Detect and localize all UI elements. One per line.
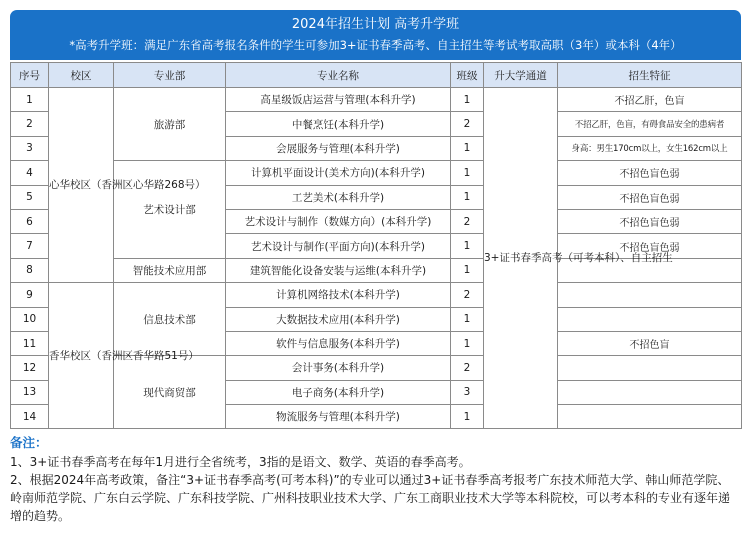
feature-cell	[558, 307, 742, 331]
feature-cell: 身高：男生170cm以上，女生162cm以上	[558, 136, 742, 160]
class-cell: 1	[451, 405, 484, 429]
feature-cell	[558, 356, 742, 380]
banner-title: 2024年招生计划 高考升学班	[291, 17, 460, 32]
row-no: 2	[11, 112, 49, 136]
feature-cell: 不招色盲色弱	[558, 209, 742, 233]
major-cell: 会展服务与管理(本科升学)	[226, 136, 451, 160]
dept-cell: 现代商贸部	[114, 356, 226, 429]
class-cell: 1	[451, 161, 484, 185]
enrollment-table	[10, 62, 742, 429]
class-cell: 1	[451, 88, 484, 112]
header-no: 序号	[11, 63, 49, 88]
feature-cell	[558, 405, 742, 429]
note-item: 1、3+证书春季高考在每年1月进行全省统考，3指的是语文、数学、英语的春季高考。	[10, 455, 471, 469]
banner-subtitle: *高考升学班：满足广东省高考报名条件的学生可参加3+证书春季高考、自主招生等考试考取高职（3年）或本科（4年）	[69, 38, 682, 52]
class-cell: 1	[451, 234, 484, 258]
class-cell: 3	[451, 380, 484, 404]
class-cell: 2	[451, 112, 484, 136]
feature-cell: 不招乙肝，色盲	[558, 88, 742, 112]
major-cell: 物流服务与管理(本科升学)	[226, 405, 451, 429]
class-cell: 1	[451, 185, 484, 209]
table-header-row	[11, 63, 742, 88]
feature-cell: 不招色盲色弱	[558, 185, 742, 209]
dept-cell: 艺术设计部	[114, 161, 226, 259]
row-no: 7	[11, 234, 49, 258]
header-channel: 升大学通道	[484, 63, 558, 88]
major-cell: 工艺美术(本科升学)	[226, 185, 451, 209]
plan-banner	[10, 10, 741, 60]
major-cell: 电子商务(本科升学)	[226, 380, 451, 404]
major-cell: 会计事务(本科升学)	[226, 356, 451, 380]
dept-cell: 旅游部	[114, 88, 226, 161]
class-cell: 1	[451, 136, 484, 160]
header-campus: 校区	[49, 63, 114, 88]
major-cell: 高星级饭店运营与管理(本科升学)	[226, 88, 451, 112]
class-cell: 2	[451, 283, 484, 307]
major-cell: 中餐烹饪(本科升学)	[226, 112, 451, 136]
row-no: 12	[11, 356, 49, 380]
class-cell: 2	[451, 209, 484, 233]
row-no: 4	[11, 161, 49, 185]
feature-cell	[558, 283, 742, 307]
major-cell: 软件与信息服务(本科升学)	[226, 331, 451, 355]
major-cell: 计算机平面设计(美术方向)(本科升学)	[226, 161, 451, 185]
feature-cell: 不招色盲	[558, 331, 742, 355]
header-dept: 专业部	[114, 63, 226, 88]
note-item: 2、根据2024年高考政策，备注“3+证书春季高考(可考本科)”的专业可以通过3+证书春季高考报考广东技术师范大学、韩山师范学院、岭南师范学院、广东白云学院、广东科技学院、广州科技职业技术大学、广东工商职业技术大学等本科院校，可以考本科的专业有逐年递增的趋势。	[10, 473, 731, 523]
major-cell: 计算机网络技术(本科升学)	[226, 283, 451, 307]
feature-cell: 不招乙肝，色盲，有碍食品安全的患病者	[558, 112, 742, 136]
class-cell: 1	[451, 258, 484, 282]
major-cell: 建筑智能化设备安装与运维(本科升学)	[226, 258, 451, 282]
row-no: 10	[11, 307, 49, 331]
row-no: 9	[11, 283, 49, 307]
row-no: 11	[11, 331, 49, 355]
notes-section	[10, 434, 741, 525]
major-cell: 大数据技术应用(本科升学)	[226, 307, 451, 331]
class-cell: 2	[451, 356, 484, 380]
feature-cell: 不招色盲色弱	[558, 161, 742, 185]
channel-cell: 3+证书春季高考（可考本科）、自主招生	[484, 88, 558, 429]
row-no: 3	[11, 136, 49, 160]
row-no: 5	[11, 185, 49, 209]
class-cell: 1	[451, 331, 484, 355]
row-no: 1	[11, 88, 49, 112]
row-no: 6	[11, 209, 49, 233]
header-major: 专业名称	[226, 63, 451, 88]
row-no: 14	[11, 405, 49, 429]
class-cell: 1	[451, 307, 484, 331]
feature-cell	[558, 380, 742, 404]
header-feature: 招生特征	[558, 63, 742, 88]
dept-cell: 信息技术部	[114, 283, 226, 356]
major-cell: 艺术设计与制作（数媒方向）(本科升学)	[226, 209, 451, 233]
row-no: 8	[11, 258, 49, 282]
header-class: 班级	[451, 63, 484, 88]
campus-cell: 香华校区（香洲区香华路51号）	[49, 283, 114, 429]
row-no: 13	[11, 380, 49, 404]
major-cell: 艺术设计与制作(平面方向)(本科升学)	[226, 234, 451, 258]
table-row	[11, 283, 742, 307]
campus-cell: 心华校区（香洲区心华路268号）	[49, 88, 114, 283]
feature-cell: 不招色盲色弱	[558, 234, 742, 258]
notes-title: 备注：	[10, 435, 48, 450]
dept-cell: 智能技术应用部	[114, 258, 226, 282]
table-row	[11, 88, 742, 112]
